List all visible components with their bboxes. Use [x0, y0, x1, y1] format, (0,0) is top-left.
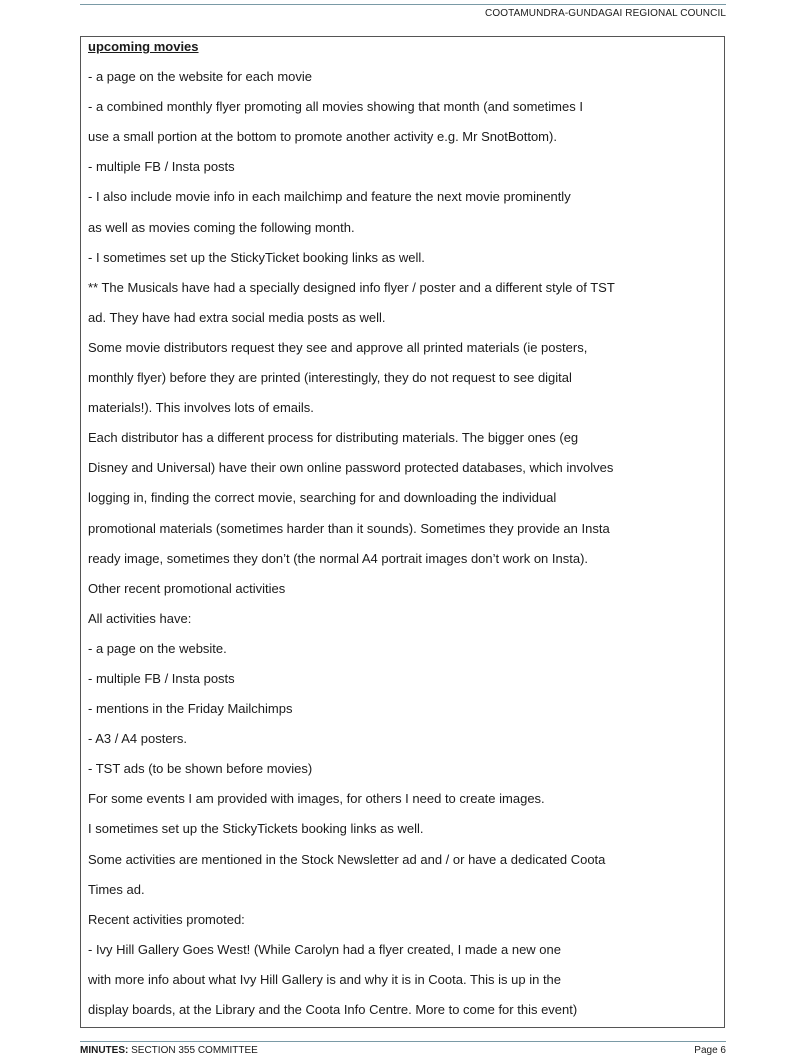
footer-label: MINUTES:: [80, 1045, 129, 1056]
text-line: with more info about what Ivy Hill Gallery is and why it is in Coota. This is up in the: [88, 971, 562, 987]
text-line: logging in, finding the correct movie, searching for and downloading the individual: [88, 490, 557, 506]
text-line: - a page on the website.: [88, 640, 227, 656]
text-line: - a combined monthly flyer promoting all movies showing that month (and sometimes I: [88, 99, 583, 115]
text-line: - a page on the website for each movie: [88, 69, 313, 85]
text-line: - I sometimes set up the StickyTicket booking links as well.: [88, 249, 425, 265]
text-line: - multiple FB / Insta posts: [88, 159, 235, 175]
text-line: Some activities are mentioned in the Stock Newsletter ad and / or have a dedicated Coota: [88, 851, 606, 867]
text-line: Times ad.: [88, 881, 145, 897]
text-line: For some events I am provided with images, for others I need to create images.: [88, 791, 545, 807]
text-line: Each distributor has a different process for distributing materials. The bigger ones (eg: [88, 430, 579, 446]
text-line: - I also include movie info in each mailchimp and feature the next movie prominently: [88, 189, 571, 205]
text-line: - multiple FB / Insta posts: [88, 670, 235, 686]
text-line: - Ivy Hill Gallery Goes West! (While Carolyn had a flyer created, I made a new one: [88, 941, 562, 957]
minutes-content-box: [80, 36, 725, 1028]
text-line: ready image, sometimes they don’t (the normal A4 portrait images don’t work on Insta).: [88, 550, 589, 566]
text-line: ** The Musicals have had a specially designed info flyer / poster and a different style of TST: [88, 279, 615, 295]
text-line: All activities have:: [88, 610, 192, 626]
text-line: - A3 / A4 posters.: [88, 731, 187, 747]
footer-rule: [80, 1041, 726, 1042]
text-line: - mentions in the Friday Mailchimps: [88, 701, 293, 717]
text-line: ad. They have had extra social media posts as well.: [88, 309, 386, 325]
footer-committee: SECTION 355 COMMITTEE: [131, 1045, 258, 1056]
content-lines: [88, 37, 615, 1030]
section-heading: upcoming movies: [88, 39, 199, 54]
text-line: use a small portion at the bottom to promote another activity e.g. Mr SnotBottom).: [88, 129, 557, 145]
text-line: Recent activities promoted:: [88, 911, 245, 927]
text-line: I sometimes set up the StickyTickets booking links as well.: [88, 821, 424, 837]
text-line: Other recent promotional activities: [88, 580, 286, 596]
organisation-name: COOTAMUNDRA-GUNDAGAI REGIONAL COUNCIL: [485, 8, 726, 19]
text-line: monthly flyer) before they are printed (interestingly, they do not request to see digital: [88, 370, 572, 386]
text-line: - TST ads (to be shown before movies): [88, 761, 313, 777]
text-line: display boards, at the Library and the Coota Info Centre. More to come for this event): [88, 1002, 578, 1017]
text-line: Some movie distributors request they see and approve all printed materials (ie posters,: [88, 339, 588, 355]
page-number: Page 6: [694, 1045, 726, 1056]
text-line: as well as movies coming the following month.: [88, 219, 355, 235]
footer-minutes-label: [80, 1045, 258, 1056]
text-line: materials!). This involves lots of emails.: [88, 400, 314, 416]
text-line: promotional materials (sometimes harder than it sounds). Sometimes they provide an Insta: [88, 520, 610, 536]
header-rule: [80, 4, 726, 5]
text-line: Disney and Universal) have their own online password protected databases, which involves: [88, 460, 614, 476]
